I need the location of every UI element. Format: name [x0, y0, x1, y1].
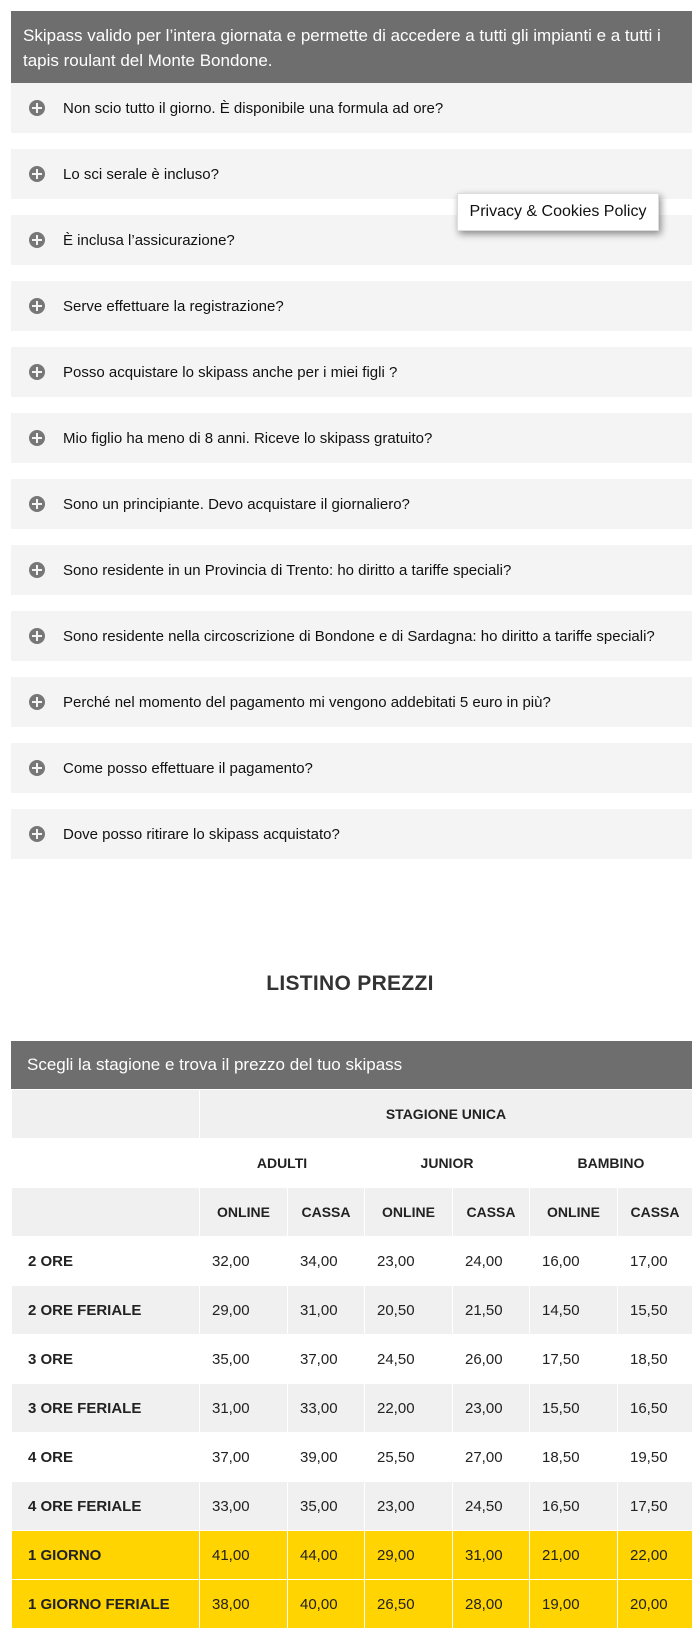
faq-item[interactable] [11, 83, 692, 133]
channel-header-cassa: CASSA [453, 1188, 530, 1237]
faq-question: Posso acquistare lo skipass anche per i miei figli ? [63, 363, 398, 381]
price-cell: 40,00 [288, 1580, 365, 1629]
price-cell: 28,00 [453, 1580, 530, 1629]
price-cell: 31,00 [453, 1531, 530, 1580]
price-cell: 34,00 [288, 1237, 365, 1286]
price-cell: 19,50 [618, 1433, 693, 1482]
table-row [12, 1286, 693, 1335]
plus-circle-icon [29, 826, 45, 842]
price-list-header: Scegli la stagione e trova il prezzo del tuo skipass [11, 1041, 692, 1089]
faq-question: Sono un principiante. Devo acquistare il giornaliero? [63, 495, 410, 513]
price-cell: 35,00 [288, 1482, 365, 1531]
row-label: 2 ORE [12, 1237, 200, 1286]
faq-item[interactable] [11, 149, 692, 199]
price-cell: 37,00 [288, 1335, 365, 1384]
price-cell: 35,00 [200, 1335, 288, 1384]
row-label: 4 ORE [12, 1433, 200, 1482]
price-cell: 16,50 [530, 1482, 618, 1531]
price-cell: 24,00 [453, 1237, 530, 1286]
faq-item[interactable] [11, 281, 692, 331]
price-cell: 17,00 [618, 1237, 693, 1286]
price-cell: 19,00 [530, 1580, 618, 1629]
price-cell: 23,00 [365, 1482, 453, 1531]
table-row [12, 1433, 693, 1482]
faq-item[interactable] [11, 347, 692, 397]
plus-circle-icon [29, 628, 45, 644]
faq-question: Non scio tutto il giorno. È disponibile una formula ad ore? [63, 99, 444, 117]
row-label: 3 ORE [12, 1335, 200, 1384]
price-cell: 22,00 [365, 1384, 453, 1433]
empty-header-cell [12, 1188, 200, 1237]
price-cell: 29,00 [200, 1286, 288, 1335]
price-cell: 32,00 [200, 1237, 288, 1286]
plus-circle-icon [29, 496, 45, 512]
intro-description: Skipass valido per l’intera giornata e permette di accedere a tutti gli impianti e a tutti i tapis roulant del Monte Bondone. [11, 11, 692, 84]
empty-header-cell [12, 1090, 200, 1139]
price-cell: 26,00 [453, 1335, 530, 1384]
channel-header-online: ONLINE [200, 1188, 288, 1237]
channel-header-online: ONLINE [365, 1188, 453, 1237]
faq-question: Lo sci serale è incluso? [63, 165, 219, 183]
price-cell: 18,50 [618, 1335, 693, 1384]
table-row [12, 1482, 693, 1531]
price-list-title: LISTINO PREZZI [266, 972, 434, 995]
plus-circle-icon [29, 298, 45, 314]
price-cell: 20,50 [365, 1286, 453, 1335]
price-cell: 44,00 [288, 1531, 365, 1580]
plus-circle-icon [29, 166, 45, 182]
group-header-junior: JUNIOR [365, 1139, 530, 1188]
plus-circle-icon [29, 760, 45, 776]
plus-circle-icon [29, 364, 45, 380]
plus-circle-icon [29, 232, 45, 248]
channel-header-cassa: CASSA [288, 1188, 365, 1237]
table-row [12, 1237, 693, 1286]
price-cell: 33,00 [200, 1482, 288, 1531]
channel-header-online: ONLINE [530, 1188, 618, 1237]
price-cell: 37,00 [200, 1433, 288, 1482]
price-cell: 38,00 [200, 1580, 288, 1629]
price-table [11, 1089, 693, 1629]
faq-item[interactable] [11, 545, 692, 595]
price-cell: 31,00 [200, 1384, 288, 1433]
faq-question: Perché nel momento del pagamento mi vengono addebitati 5 euro in più? [63, 693, 551, 711]
faq-question: Serve effettuare la registrazione? [63, 297, 284, 315]
price-cell: 26,50 [365, 1580, 453, 1629]
plus-circle-icon [29, 430, 45, 446]
price-cell: 39,00 [288, 1433, 365, 1482]
price-cell: 27,00 [453, 1433, 530, 1482]
season-header: STAGIONE UNICA [200, 1090, 693, 1139]
table-row [12, 1531, 693, 1580]
row-label: 2 ORE FERIALE [12, 1286, 200, 1335]
price-cell: 24,50 [365, 1335, 453, 1384]
price-cell: 17,50 [530, 1335, 618, 1384]
group-header-adulti: ADULTI [200, 1139, 365, 1188]
channel-header-cassa: CASSA [618, 1188, 693, 1237]
faq-question: È inclusa l’assicurazione? [63, 231, 235, 249]
price-cell: 23,00 [453, 1384, 530, 1433]
plus-circle-icon [29, 100, 45, 116]
price-cell: 22,00 [618, 1531, 693, 1580]
faq-item[interactable] [11, 809, 692, 859]
row-label: 1 GIORNO FERIALE [12, 1580, 200, 1629]
price-cell: 15,50 [530, 1384, 618, 1433]
faq-question: Mio figlio ha meno di 8 anni. Riceve lo skipass gratuito? [63, 429, 433, 447]
row-label: 3 ORE FERIALE [12, 1384, 200, 1433]
table-row [12, 1384, 693, 1433]
price-cell: 31,00 [288, 1286, 365, 1335]
faq-question: Sono residente in un Provincia di Trento: ho diritto a tariffe speciali? [63, 561, 512, 579]
faq-question: Come posso effettuare il pagamento? [63, 759, 313, 777]
price-cell: 25,50 [365, 1433, 453, 1482]
faq-question: Sono residente nella circoscrizione di Bondone e di Sardagna: ho diritto a tariffe speciali? [63, 627, 655, 645]
row-label: 4 ORE FERIALE [12, 1482, 200, 1531]
price-cell: 20,00 [618, 1580, 693, 1629]
price-cell: 21,00 [530, 1531, 618, 1580]
price-cell: 17,50 [618, 1482, 693, 1531]
price-cell: 24,50 [453, 1482, 530, 1531]
table-row [12, 1335, 693, 1384]
price-cell: 18,50 [530, 1433, 618, 1482]
empty-header-cell [12, 1139, 200, 1188]
price-cell: 15,50 [618, 1286, 693, 1335]
price-cell: 23,00 [365, 1237, 453, 1286]
faq-item[interactable] [11, 677, 692, 727]
faq-item[interactable] [11, 743, 692, 793]
faq-item[interactable] [11, 611, 692, 661]
table-row [12, 1580, 693, 1629]
privacy-cookies-policy-button[interactable]: Privacy & Cookies Policy [457, 193, 659, 231]
row-label: 1 GIORNO [12, 1531, 200, 1580]
faq-item[interactable] [11, 479, 692, 529]
price-cell: 33,00 [288, 1384, 365, 1433]
plus-circle-icon [29, 694, 45, 710]
group-header-bambino: BAMBINO [530, 1139, 693, 1188]
faq-question: Dove posso ritirare lo skipass acquistato? [63, 825, 340, 843]
price-cell: 16,00 [530, 1237, 618, 1286]
price-cell: 29,00 [365, 1531, 453, 1580]
price-cell: 21,50 [453, 1286, 530, 1335]
price-cell: 16,50 [618, 1384, 693, 1433]
faq-item[interactable] [11, 413, 692, 463]
price-cell: 14,50 [530, 1286, 618, 1335]
price-cell: 41,00 [200, 1531, 288, 1580]
plus-circle-icon [29, 562, 45, 578]
